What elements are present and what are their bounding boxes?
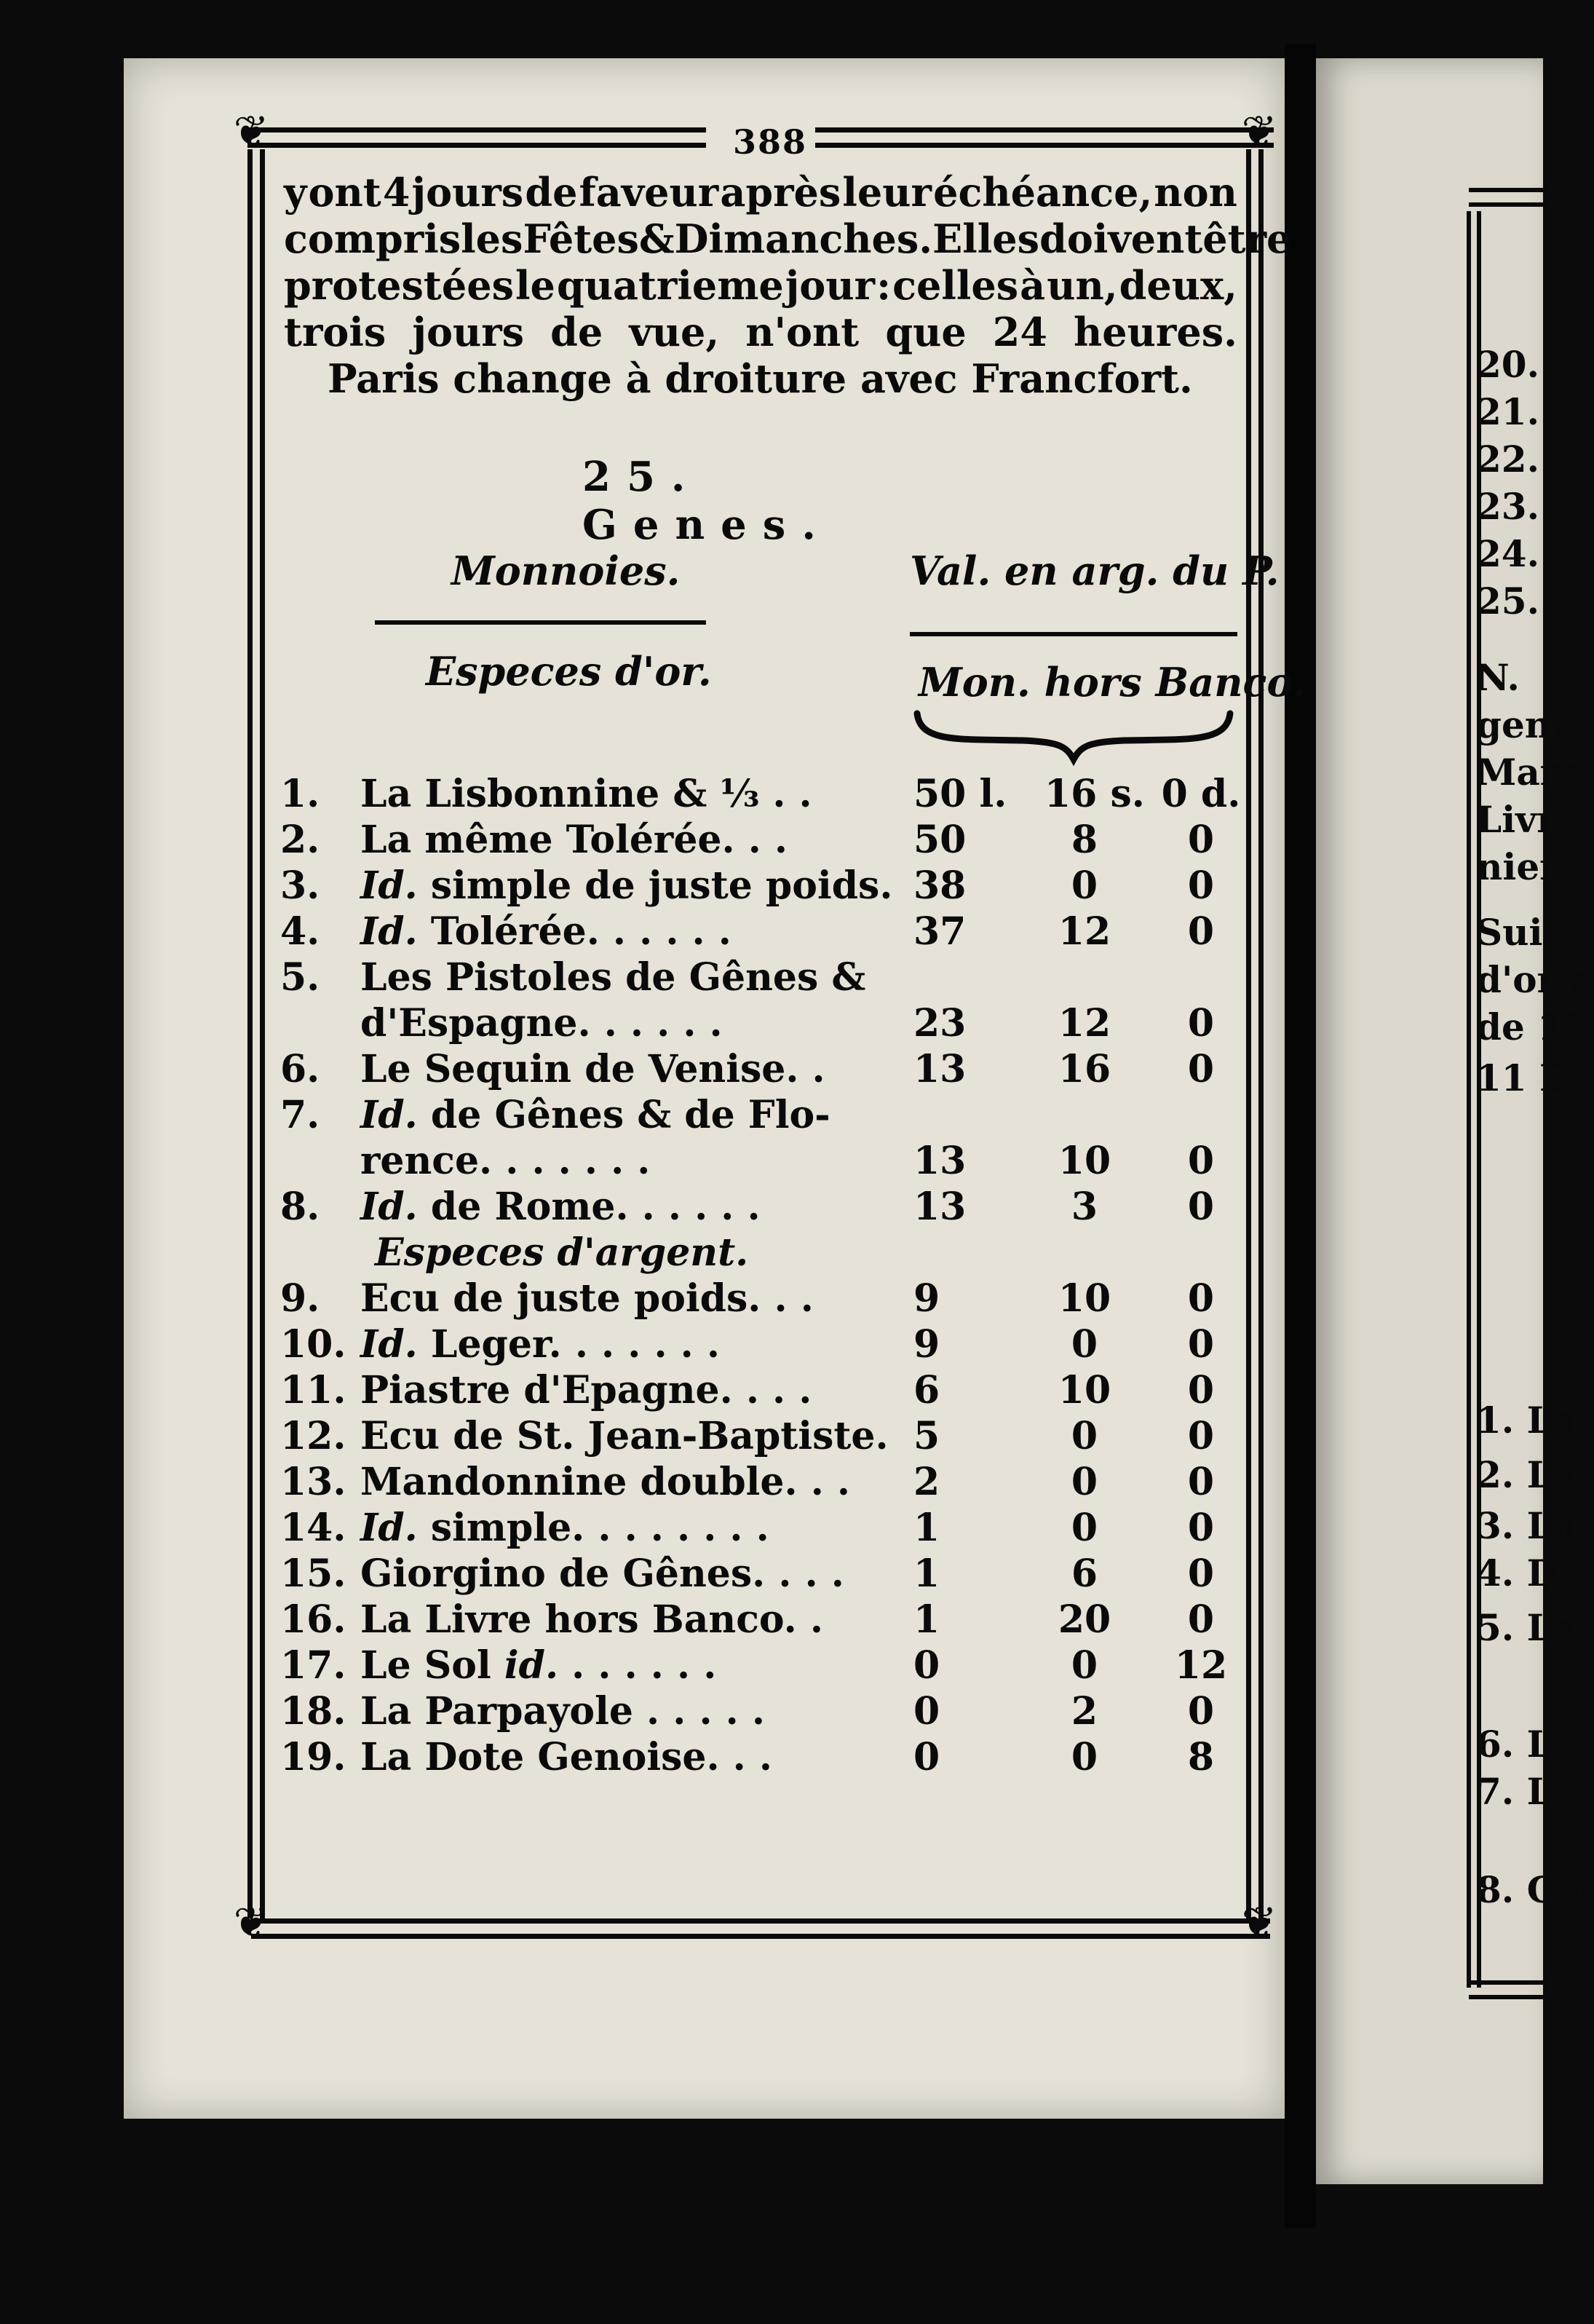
value-livres: 0 xyxy=(913,1689,940,1734)
table-row xyxy=(280,1597,1248,1643)
value-deniers: 12 xyxy=(1174,1643,1228,1688)
value-livres: 50 l. xyxy=(913,772,1007,816)
paragraph-word: les xyxy=(461,216,523,262)
value-sols: 10 xyxy=(1058,1276,1111,1321)
coin-name-text: simple de juste poids. xyxy=(417,863,893,908)
value-deniers: 0 xyxy=(1187,1047,1215,1091)
right-page-line: 22. xyxy=(1476,438,1539,481)
value-livres: 0 xyxy=(913,1735,940,1779)
paragraph-last-line: Paris change à droiture avec Francfort. xyxy=(328,355,1193,402)
column-header-monnoies: Monnoies. xyxy=(451,548,681,594)
coin-name xyxy=(360,1093,830,1137)
coin-name xyxy=(360,1368,812,1412)
paragraph-word: 24 xyxy=(992,309,1047,355)
paragraph-word: protestées xyxy=(284,262,514,309)
coin-name-text: Tolérée. xyxy=(417,909,600,954)
paragraph-word: ont xyxy=(308,169,381,216)
leader-dots: . . . . . xyxy=(590,1001,723,1046)
header-rule-right xyxy=(910,632,1237,636)
right-page-line: Sui xyxy=(1476,911,1543,954)
coin-name xyxy=(360,818,788,862)
paragraph-word: compris xyxy=(284,216,461,262)
value-deniers: 0 xyxy=(1187,863,1215,908)
value-sols: 0 xyxy=(1071,1414,1098,1458)
value-livres: 0 xyxy=(913,1643,940,1688)
book-gutter xyxy=(1285,44,1316,2228)
value-livres: 1 xyxy=(913,1552,940,1596)
coin-name-text: de Gênes & de Flo- xyxy=(417,1093,830,1137)
value-sols: 12 xyxy=(1058,909,1111,954)
value-deniers: 0 xyxy=(1187,818,1215,862)
coin-name-italic: Id. xyxy=(360,1185,418,1229)
coin-name xyxy=(360,1322,720,1367)
table-row xyxy=(280,1368,1248,1414)
table-row xyxy=(280,772,1248,818)
coin-name xyxy=(360,772,812,816)
right-page-line: 25. xyxy=(1476,580,1539,622)
paragraph-word: jour xyxy=(785,262,876,309)
coin-name-italic: Id. xyxy=(360,1506,418,1550)
paragraph-word: quatrieme xyxy=(556,262,784,309)
table-row xyxy=(280,1093,1248,1139)
right-page-line: niers xyxy=(1476,845,1579,888)
right-page-line: 1. La xyxy=(1476,1399,1577,1442)
row-number: 8. xyxy=(280,1185,320,1229)
paragraph-word: celles xyxy=(892,262,1019,309)
right-page-line: 24. xyxy=(1476,532,1539,575)
row-number: 3. xyxy=(280,863,320,908)
coin-name-text: La Dote Genoise. xyxy=(360,1735,720,1779)
value-deniers: 0 xyxy=(1187,1139,1215,1183)
coin-name xyxy=(360,1139,650,1183)
coin-name-text: La Livre hors Banco. xyxy=(360,1597,797,1642)
coin-name-text: Piastre d'Epagne. xyxy=(360,1368,733,1412)
right-page-line: 2. La xyxy=(1476,1453,1577,1496)
value-livres: 23 xyxy=(913,1001,967,1046)
table-row xyxy=(280,1735,1248,1781)
coin-name-text: simple. xyxy=(417,1506,585,1550)
frame-bottom-rule xyxy=(251,1918,1270,1939)
paragraph-word: doivent xyxy=(1039,216,1203,262)
leader-dots: . . xyxy=(797,1460,851,1504)
value-deniers: 0 xyxy=(1187,1552,1215,1596)
value-sols: 0 xyxy=(1071,863,1098,908)
leader-dots: . . . . . xyxy=(628,1185,761,1229)
coin-name-text: Le Sequin de Venise. xyxy=(360,1047,799,1091)
value-livres: 38 xyxy=(913,863,967,908)
right-page-line: d'or d xyxy=(1476,958,1594,1001)
coin-name-text: Mandonnine double. xyxy=(360,1460,798,1504)
leader-dots: . . xyxy=(734,818,788,862)
right-page-line: Marc xyxy=(1476,751,1582,794)
value-sols: 0 xyxy=(1071,1460,1098,1504)
row-number: 2. xyxy=(280,818,320,862)
paragraph-word: Elles xyxy=(932,216,1040,262)
right-page-line: 7. Le xyxy=(1476,1770,1576,1813)
paragraph-word: leur xyxy=(842,169,932,216)
coin-name-text: Le Sol xyxy=(360,1643,504,1688)
row-number: 11. xyxy=(280,1368,346,1412)
value-livres: 2 xyxy=(913,1460,940,1504)
coin-name xyxy=(360,909,731,954)
coin-name-text: de Rome. xyxy=(417,1185,629,1229)
coin-name xyxy=(360,1689,765,1734)
value-sols: 16 xyxy=(1058,1047,1111,1091)
paragraph-word: jours xyxy=(412,309,525,355)
value-deniers: 0 xyxy=(1187,1368,1215,1412)
paragraph-line xyxy=(284,262,1237,309)
brace-icon xyxy=(913,710,1234,761)
value-livres: 13 xyxy=(913,1139,967,1183)
coin-name-italic: Id. xyxy=(360,1322,418,1367)
value-deniers: 0 xyxy=(1187,1185,1215,1229)
paragraph-word: & xyxy=(638,216,675,262)
coin-name xyxy=(360,955,865,1000)
subheader-label: Especes d'argent. xyxy=(375,1230,749,1275)
table-row xyxy=(280,1185,1248,1230)
value-sols: 0 xyxy=(1071,1643,1098,1688)
table-row xyxy=(280,1643,1248,1689)
row-number: 7. xyxy=(280,1093,320,1137)
coin-name xyxy=(360,1643,716,1688)
coin-name xyxy=(360,863,892,908)
table-row xyxy=(280,1552,1248,1597)
paragraph-word: jours xyxy=(411,169,524,216)
value-livres: 37 xyxy=(913,909,967,954)
row-number: 5. xyxy=(280,955,320,1000)
paragraph-word: de xyxy=(550,309,603,355)
paragraph-word: Fêtes xyxy=(523,216,639,262)
subheader-monnaie: Mon. hors Banco. xyxy=(919,659,1306,706)
section-title: 25. Genes. xyxy=(582,453,832,549)
paragraph-word: Dimanches. xyxy=(674,216,933,262)
value-deniers: 0 xyxy=(1187,1001,1215,1046)
value-livres: 9 xyxy=(913,1276,940,1321)
paragraph-word: que xyxy=(885,309,967,355)
frame-left-rule xyxy=(247,149,265,1918)
leader-dots: . . . . . . xyxy=(558,1643,717,1688)
corner-ornament-icon: ❦ xyxy=(1241,106,1277,156)
header-rule-left xyxy=(375,620,706,625)
right-page-line: 5. La xyxy=(1476,1606,1577,1649)
table-row xyxy=(280,1414,1248,1460)
leader-dots: . xyxy=(796,1597,823,1642)
coin-name-text: Les Pistoles de Gênes & xyxy=(360,955,866,1000)
row-number: 14. xyxy=(280,1506,346,1550)
leader-dots: . . . . xyxy=(659,1689,765,1734)
paragraph-word: n'ont xyxy=(745,309,860,355)
paragraph-word: heures. xyxy=(1074,309,1237,355)
coin-name xyxy=(360,1506,769,1550)
value-livres: 1 xyxy=(913,1506,940,1550)
value-sols: 0 xyxy=(1071,1322,1098,1367)
value-livres: 9 xyxy=(913,1322,940,1367)
right-page-line: 23. xyxy=(1476,485,1539,528)
value-sols: 10 xyxy=(1058,1139,1111,1183)
value-sols: 2 xyxy=(1071,1689,1098,1734)
value-sols: 0 xyxy=(1071,1506,1098,1550)
body-paragraph xyxy=(284,169,1292,402)
coin-name-italic: Id. xyxy=(360,863,418,908)
right-page-line: 11 D xyxy=(1476,1056,1571,1099)
value-deniers: 0 d. xyxy=(1161,772,1241,816)
paragraph-word: être xyxy=(1202,216,1292,262)
table-row xyxy=(280,1460,1248,1506)
paragraph-word: y xyxy=(284,169,307,216)
right-page-line: 3. La xyxy=(1476,1504,1577,1547)
value-sols: 20 xyxy=(1058,1597,1111,1642)
paragraph-word: trois xyxy=(284,309,386,355)
table-row xyxy=(280,1047,1248,1093)
value-livres: 5 xyxy=(913,1414,940,1458)
subheader-especes-or: Especes d'or. xyxy=(426,648,712,695)
table-row xyxy=(280,1001,1248,1047)
coin-name xyxy=(360,1460,850,1504)
coin-name-text: La Parpayole . xyxy=(360,1689,660,1734)
table-subheader xyxy=(280,1230,1248,1276)
coin-name xyxy=(360,1001,723,1046)
currency-table xyxy=(280,772,1248,1781)
value-livres: 6 xyxy=(913,1368,940,1412)
paragraph-word: : xyxy=(876,262,892,309)
row-number: 9. xyxy=(280,1276,320,1321)
value-deniers: 0 xyxy=(1187,1414,1215,1458)
value-livres: 13 xyxy=(913,1047,967,1091)
value-sols: 0 xyxy=(1071,1735,1098,1779)
coin-name-text: La Lisbonnine & ⅓ xyxy=(360,772,760,816)
right-page xyxy=(1316,58,1594,2184)
coin-name-text: d'Espagne. xyxy=(360,1001,591,1046)
leader-dots: . . . . . . xyxy=(561,1322,720,1367)
leader-dots: . . . xyxy=(765,1552,844,1596)
value-deniers: 0 xyxy=(1187,1597,1215,1642)
value-deniers: 0 xyxy=(1187,1322,1215,1367)
row-number: 19. xyxy=(280,1735,346,1779)
paragraph-word: faveur xyxy=(579,169,719,216)
coin-name-italic: id. xyxy=(504,1643,559,1688)
paragraph-word: un, xyxy=(1047,262,1118,309)
leader-dots: . xyxy=(798,1047,825,1091)
table-row xyxy=(280,955,1248,1001)
table-row xyxy=(280,863,1248,909)
row-number: 18. xyxy=(280,1689,346,1734)
paragraph-word: non xyxy=(1154,169,1237,216)
coin-name xyxy=(360,1276,814,1321)
table-row xyxy=(280,1276,1248,1322)
row-number: 17. xyxy=(280,1643,346,1688)
value-livres: 1 xyxy=(913,1597,940,1642)
value-sols: 6 xyxy=(1071,1552,1098,1596)
coin-name-text: La même Tolérée. xyxy=(360,818,735,862)
right-page-line: Livre xyxy=(1476,798,1579,841)
corner-ornament-icon: ❦ xyxy=(233,1897,269,1947)
paragraph-word: le xyxy=(515,262,555,309)
coin-name-italic: Id. xyxy=(360,1093,418,1137)
coin-name-text: rence. xyxy=(360,1139,493,1183)
coin-name xyxy=(360,1552,844,1596)
paragraph-word: après xyxy=(720,169,841,216)
table-row xyxy=(280,909,1248,955)
table-row xyxy=(280,1139,1248,1185)
leader-dots: . . xyxy=(719,1735,772,1779)
corner-ornament-icon: ❦ xyxy=(1241,1897,1277,1947)
value-sols: 12 xyxy=(1058,1001,1111,1046)
page-number: 388 xyxy=(732,122,808,162)
coin-name-italic: Id. xyxy=(360,909,418,954)
value-livres: 13 xyxy=(913,1185,967,1229)
frame-right-rule xyxy=(1246,149,1264,1918)
leader-dots: . . . . . . xyxy=(492,1139,651,1183)
value-livres: 50 xyxy=(913,818,967,862)
leader-dots: . . . xyxy=(732,1368,812,1412)
value-sols: 8 xyxy=(1071,818,1098,862)
row-number: 6. xyxy=(280,1047,320,1091)
paragraph-word: vue, xyxy=(629,309,720,355)
column-header-valeur: Val. en arg. du P. xyxy=(910,548,1280,594)
leader-dots: . . xyxy=(761,1276,814,1321)
table-row xyxy=(280,818,1248,863)
right-page-line: N. xyxy=(1476,656,1520,699)
coin-name xyxy=(360,1597,823,1642)
leader-dots: . . . . . . . xyxy=(584,1506,769,1550)
paragraph-word: à xyxy=(1020,262,1046,309)
coin-name-text: Giorgino de Gênes. xyxy=(360,1552,766,1596)
row-number: 12. xyxy=(280,1414,346,1458)
value-deniers: 0 xyxy=(1187,909,1215,954)
paragraph-line xyxy=(284,169,1237,216)
leader-dots: . . xyxy=(759,772,812,816)
table-row xyxy=(280,1506,1248,1552)
table-row xyxy=(280,1322,1248,1368)
paragraph-word: échéance, xyxy=(933,169,1153,216)
coin-name-text: Ecu de St. Jean-Baptiste. xyxy=(360,1414,889,1458)
right-page-line: 8. Cel xyxy=(1476,1868,1593,1911)
paragraph-word: 4 xyxy=(382,169,411,216)
coin-name xyxy=(360,1414,889,1458)
corner-ornament-icon: ❦ xyxy=(233,106,269,156)
right-page-line: 21. xyxy=(1476,390,1539,433)
coin-name xyxy=(360,1047,825,1091)
paragraph-line xyxy=(284,309,1237,355)
right-page-line: gent xyxy=(1476,703,1569,746)
coin-name-text: Leger. xyxy=(417,1322,562,1367)
row-number: 13. xyxy=(280,1460,346,1504)
leader-dots: . . . . . xyxy=(599,909,731,954)
coin-name-text: Ecu de juste poids. xyxy=(360,1276,761,1321)
value-deniers: 0 xyxy=(1187,1276,1215,1321)
coin-name xyxy=(360,1735,772,1779)
row-number: 4. xyxy=(280,909,320,954)
coin-name xyxy=(360,1185,761,1229)
value-sols: 3 xyxy=(1071,1185,1098,1229)
value-sols: 16 s. xyxy=(1044,772,1145,816)
table-row xyxy=(280,1689,1248,1735)
right-page-line: 4. Di xyxy=(1476,1552,1572,1594)
paragraph-line xyxy=(284,216,1292,262)
right-page-text xyxy=(1316,58,1594,2184)
value-deniers: 0 xyxy=(1187,1506,1215,1550)
row-number: 16. xyxy=(280,1597,346,1642)
paragraph-word: deux, xyxy=(1119,262,1237,309)
value-deniers: 0 xyxy=(1187,1689,1215,1734)
row-number: 15. xyxy=(280,1552,346,1596)
right-page-line: 20. xyxy=(1476,343,1539,386)
right-page-line: 6. Le xyxy=(1476,1723,1576,1766)
value-sols: 10 xyxy=(1058,1368,1111,1412)
right-page-line: de 12 xyxy=(1476,1005,1588,1048)
paragraph-word: de xyxy=(525,169,578,216)
value-deniers: 8 xyxy=(1187,1735,1215,1779)
value-deniers: 0 xyxy=(1187,1460,1215,1504)
row-number: 1. xyxy=(280,772,320,816)
row-number: 10. xyxy=(280,1322,346,1367)
